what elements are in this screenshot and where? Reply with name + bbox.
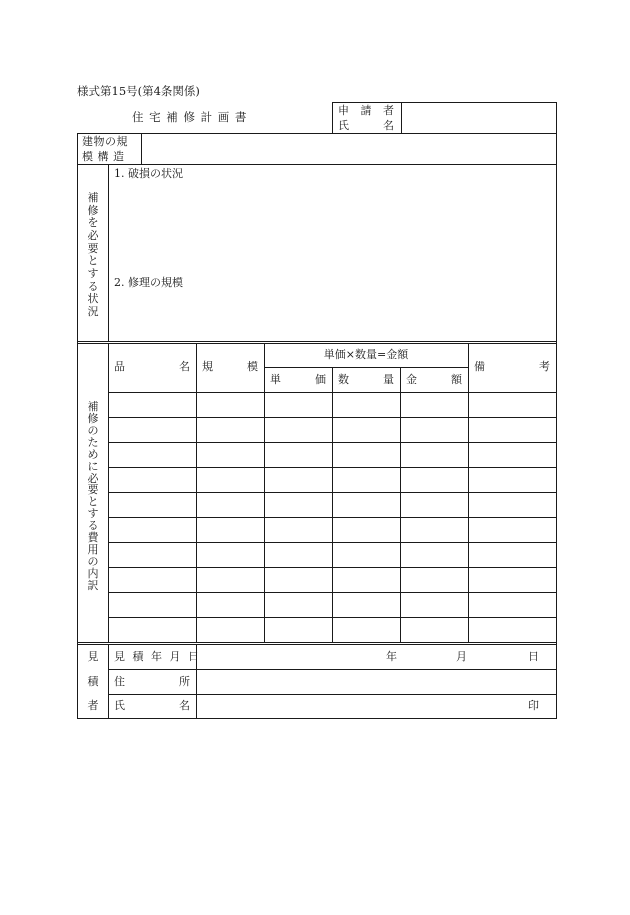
item-name-cell[interactable] (109, 443, 196, 467)
cost-breakdown-side-label-char: 費 (87, 531, 99, 545)
unit-price-cell[interactable] (265, 393, 332, 417)
amount-cell[interactable] (401, 618, 468, 642)
remarks-cell[interactable] (469, 618, 556, 642)
repair-scale-field[interactable] (114, 291, 554, 339)
unit-price-cell[interactable] (265, 593, 332, 617)
scale-cell[interactable] (197, 418, 264, 442)
col-group-header: 単価×数量=金額 (323, 348, 409, 361)
quantity-cell[interactable] (333, 443, 400, 467)
repair-need-side-label-char: す (87, 266, 99, 280)
date-day-unit: 日 (528, 650, 539, 663)
item-name-cell[interactable] (109, 468, 196, 492)
form-number: 様式第15号(第4条関係) (77, 84, 200, 98)
unit-price-cell[interactable] (265, 493, 332, 517)
seal-mark: 印 (528, 699, 539, 712)
repair-need-side-label (86, 192, 100, 317)
quantity-cell[interactable] (333, 618, 400, 642)
scale-cell[interactable] (197, 468, 264, 492)
amount-cell[interactable] (401, 418, 468, 442)
cost-breakdown-side-label-char: 内 (87, 566, 99, 580)
cost-breakdown-side-label-char: 用 (87, 543, 99, 557)
remarks-cell[interactable] (469, 443, 556, 467)
unit-price-cell[interactable] (265, 418, 332, 442)
repair-need-side-label-char: を (87, 216, 99, 230)
address-field[interactable] (197, 670, 556, 694)
item-name-cell[interactable] (109, 493, 196, 517)
repair-need-side-label-char: る (87, 279, 99, 293)
quantity-cell[interactable] (333, 418, 400, 442)
col-remarks-header: 備 考 (474, 360, 550, 373)
remarks-cell[interactable] (469, 418, 556, 442)
cost-breakdown-side-label-char: す (87, 507, 99, 521)
repair-need-side-label-char: 状 (87, 292, 99, 306)
quantity-cell[interactable] (333, 593, 400, 617)
repair-need-side-label-char: 補 (87, 191, 99, 204)
cost-breakdown-side-label-char: た (87, 435, 99, 449)
col-scale-header: 規 模 (202, 360, 258, 373)
building-label-line2: 模 構 造 (82, 150, 125, 163)
scale-cell[interactable] (197, 393, 264, 417)
scale-cell[interactable] (197, 568, 264, 592)
repair-need-side-label-char: 修 (87, 203, 99, 217)
applicant-name-field[interactable] (402, 103, 556, 133)
estimate-date-field[interactable] (197, 645, 556, 669)
item-name-cell[interactable] (109, 568, 196, 592)
cost-breakdown-side-label-char: に (87, 459, 99, 473)
remarks-cell[interactable] (469, 493, 556, 517)
document-title: 住 宅 補 修 計 画 書 (132, 110, 248, 124)
repair-need-side-label-char: 要 (87, 241, 99, 255)
unit-price-cell[interactable] (265, 443, 332, 467)
col-amount-header: 金 額 (406, 373, 462, 386)
remarks-cell[interactable] (469, 568, 556, 592)
col-quantity-header: 数 量 (338, 373, 394, 386)
damage-status-field[interactable] (114, 182, 554, 270)
amount-cell[interactable] (401, 518, 468, 542)
cost-breakdown-side-label-char: め (87, 447, 99, 461)
cost-breakdown-side-label-char: の (87, 554, 99, 568)
unit-price-cell[interactable] (265, 543, 332, 567)
scale-cell[interactable] (197, 618, 264, 642)
unit-price-cell[interactable] (265, 618, 332, 642)
cost-breakdown-side-label-char: 要 (87, 483, 99, 497)
col-unit-price-header: 単 価 (270, 373, 326, 386)
cost-breakdown-side-label-char: 補 (87, 400, 99, 413)
scale-cell[interactable] (197, 593, 264, 617)
estimator-side-label-char: 積 (87, 674, 99, 688)
amount-cell[interactable] (401, 568, 468, 592)
quantity-cell[interactable] (333, 543, 400, 567)
remarks-cell[interactable] (469, 468, 556, 492)
item-name-cell[interactable] (109, 543, 196, 567)
amount-cell[interactable] (401, 393, 468, 417)
estimator-name-field[interactable] (197, 695, 522, 718)
repair-scale-label: 2. 修理の規模 (114, 276, 183, 289)
estimate-date-label: 見 積 年 月 日 (114, 650, 201, 663)
cost-breakdown-side-label-char: と (87, 495, 99, 509)
cost-breakdown-side-label-char: 訳 (87, 578, 99, 592)
date-month-unit: 月 (456, 650, 467, 663)
remarks-cell[interactable] (469, 393, 556, 417)
cost-breakdown-side-label (86, 401, 100, 591)
damage-status-label: 1. 破損の状況 (114, 167, 183, 180)
amount-cell[interactable] (401, 443, 468, 467)
scale-cell[interactable] (197, 543, 264, 567)
amount-cell[interactable] (401, 468, 468, 492)
quantity-cell[interactable] (333, 468, 400, 492)
unit-price-cell[interactable] (265, 468, 332, 492)
address-label: 住 所 (114, 675, 190, 688)
scale-cell[interactable] (197, 493, 264, 517)
quantity-cell[interactable] (333, 518, 400, 542)
cost-breakdown-side-label-char: る (87, 519, 99, 533)
quantity-cell[interactable] (333, 393, 400, 417)
remarks-cell[interactable] (469, 543, 556, 567)
amount-cell[interactable] (401, 543, 468, 567)
applicant-label: 申 請 者 (338, 104, 398, 117)
amount-cell[interactable] (401, 493, 468, 517)
item-name-cell[interactable] (109, 593, 196, 617)
item-name-cell[interactable] (109, 618, 196, 642)
col-item-name-header: 品 名 (114, 360, 190, 373)
cost-breakdown-side-label-char: 必 (87, 471, 99, 485)
estimator-side-label-char: 見 (87, 650, 99, 663)
applicant-name-label: 氏 名 (338, 119, 394, 132)
unit-price-cell[interactable] (265, 568, 332, 592)
date-year-unit: 年 (386, 650, 397, 663)
scale-cell[interactable] (197, 443, 264, 467)
repair-need-side-label-char: 必 (87, 228, 99, 242)
building-structure-field[interactable] (142, 134, 556, 164)
cost-breakdown-side-label-char: 修 (87, 411, 99, 425)
building-label-line1: 建物の規 (82, 135, 128, 148)
quantity-cell[interactable] (333, 493, 400, 517)
quantity-cell[interactable] (333, 568, 400, 592)
item-name-cell[interactable] (109, 393, 196, 417)
cost-breakdown-side-label-char: の (87, 423, 99, 437)
unit-price-cell[interactable] (265, 518, 332, 542)
estimator-name-label: 氏 名 (114, 699, 190, 712)
estimator-side-label-char: 者 (87, 699, 99, 712)
item-name-cell[interactable] (109, 518, 196, 542)
repair-need-side-label-char: と (87, 254, 99, 268)
estimator-side-label (86, 651, 100, 711)
scale-cell[interactable] (197, 518, 264, 542)
remarks-cell[interactable] (469, 518, 556, 542)
repair-need-side-label-char: 況 (87, 304, 99, 318)
item-name-cell[interactable] (109, 418, 196, 442)
remarks-cell[interactable] (469, 593, 556, 617)
amount-cell[interactable] (401, 593, 468, 617)
